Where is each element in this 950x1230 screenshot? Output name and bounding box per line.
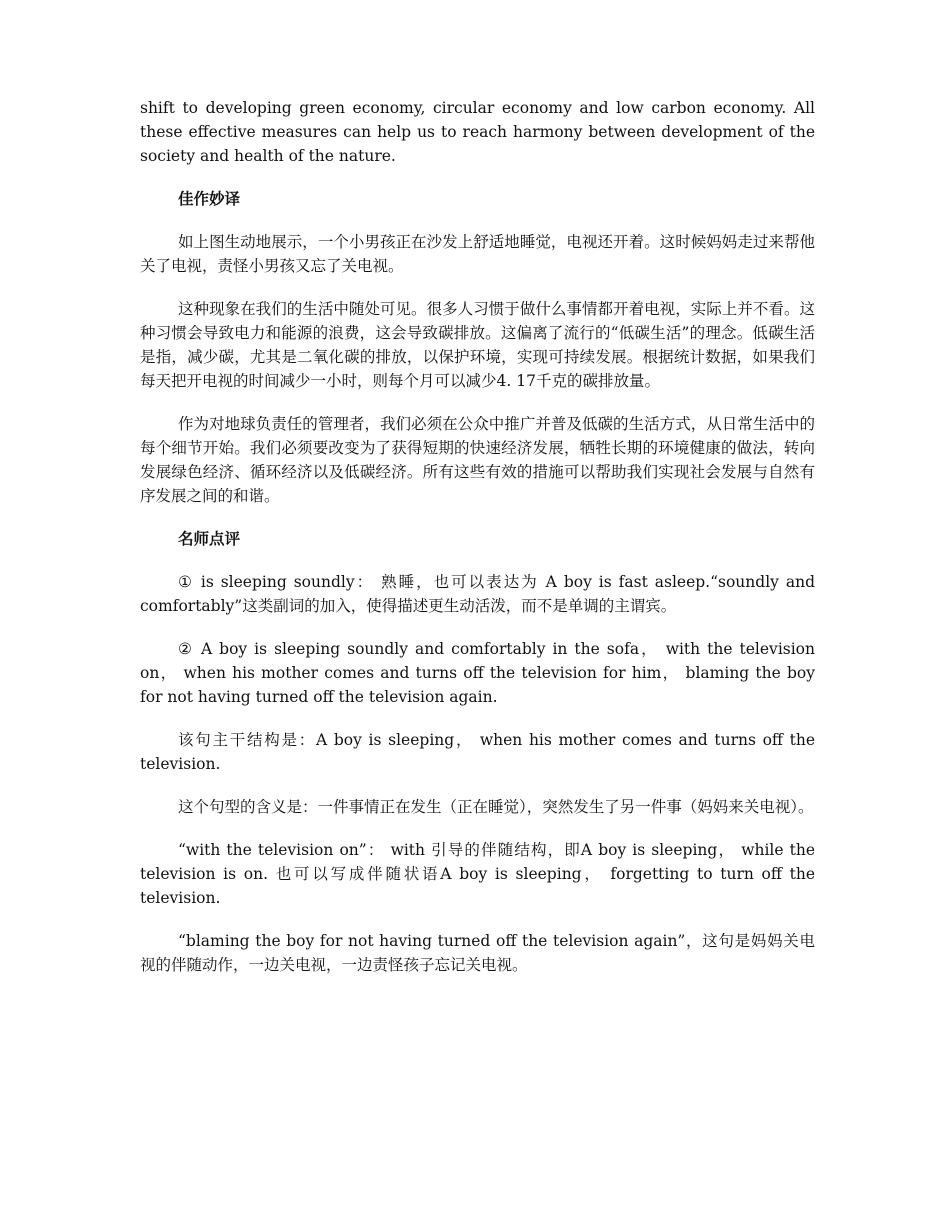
paragraph-translation-2: 这种现象在我们的生活中随处可见。很多人习惯于做什么事情都开着电视，实际上并不看。这种习惯会导致电力和能源的浪费，这会导致碳排放。这偏离了流行的“低碳生活”的理念。低碳生活是指，减少碳，尤其是二氧化碳的排放，以保护环境，实现可持续发展。根据统计数据，如果我们每天把开电视的时间减少一小时，则每个月可以减少4. 17千克的碳排放量。 <box>140 300 815 390</box>
paragraph-comment-3: 该句主干结构是：A boy is sleeping， when his mother comes and turns off the television. <box>140 731 815 773</box>
paragraph-comment-5: “with the television on”： with 引导的伴随结构，即A boy is sleeping， while the television is on. 也可以写成伴随状语A boy is sleeping， forgetting to turn off the television. <box>140 841 815 907</box>
paragraph-translation-1: 如上图生动地展示，一个小男孩正在沙发上舒适地睡觉，电视还开着。这时候妈妈走过来帮他关了电视，责怪小男孩又忘了关电视。 <box>140 233 815 275</box>
heading-comment: 名师点评 <box>178 530 241 548</box>
document-page <box>140 96 815 996</box>
heading-translation: 佳作妙译 <box>178 190 241 208</box>
paragraph-translation-3: 作为对地球负责任的管理者，我们必须在公众中推广并普及低碳的生活方式，从日常生活中的每个细节开始。我们必须要改变为了获得短期的快速经济发展，牺牲长期的环境健康的做法，转向发展绿色经济、循环经济以及低碳经济。所有这些有效的措施可以帮助我们实现社会发展与自然有序发展之间的和谐。 <box>140 415 815 505</box>
paragraph-intro-end: shift to developing green economy, circular economy and low carbon economy. All these effective measures can help us to reach harmony between development of the society and health of the nature. <box>140 99 815 165</box>
paragraph-comment-2: ② A boy is sleeping soundly and comfortably in the sofa， with the television on， when his mother comes and turns off the television for him， blaming the boy for not having turned off the television again. <box>140 640 815 706</box>
paragraph-comment-6: “blaming the boy for not having turned off the television again”，这句是妈妈关电视的伴随动作，一边关电视，一边责怪孩子忘记关电视。 <box>140 932 815 974</box>
paragraph-comment-1: ① is sleeping soundly： 熟睡，也可以表达为 A boy is fast asleep.“soundly and comfortably”这类副词的加入，使得描述更生动活泼，而不是单调的主谓宾。 <box>140 573 815 615</box>
paragraph-comment-4: 这个句型的含义是：一件事情正在发生（正在睡觉），突然发生了另一件事（妈妈来关电视）。 <box>178 798 814 816</box>
